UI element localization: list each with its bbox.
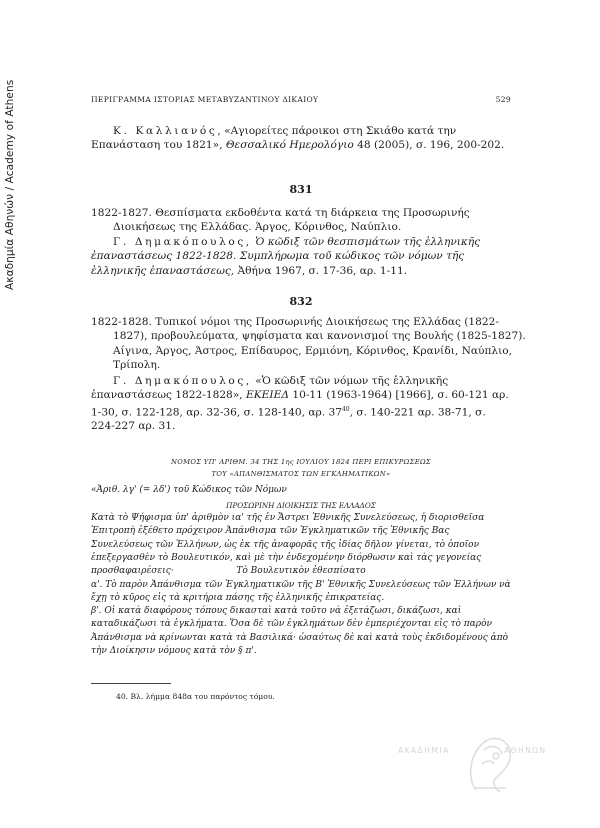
page-number: 529 (495, 95, 511, 104)
law-heading-line-2: ΤΟΥ «ΑΠΑΝΘΙΣΜΑΤΟΣ ΤΩΝ ΕΓΚΛΗΜΑΤΙΚΩΝ» (211, 470, 391, 478)
footnote: 40. Βλ. λήμμα 848α του παρόντος τόμου. (116, 692, 275, 701)
law-heading (91, 456, 511, 480)
entry-831-ref-details: Ἀθήνα 1967, σ. 17-36, αρ. 1-11. (234, 264, 408, 277)
running-title: ΠΕΡΙΓΡΑΜΜΑ ΙΣΤΟΡΙΑΣ ΜΕΤΑΒΥΖΑΝΤΙΝΟΥ ΔΙΚΑΙΟΥ (91, 95, 319, 104)
code-reference: «Ἀριθ. λγ' (= λδ') τοῦ Κώδικος τῶν Νόμων (91, 485, 287, 495)
article-b: β'. Οἱ κατὰ διαφόρους τόπους δικασταὶ κατὰ τοῦτο νὰ ἐξετάζωσι, δικάζωσι, καὶ καταδικάζωσι τὰ ἐγκλήματα. Ὅσα δὲ τῶν ἐγκλημάτων δὲν ἐμπεριέχονται εἰς τὸ παρὸν Ἀπάνθισμα νὰ κρίνωνται κατὰ τὰ Βασιλικά· ὡσαύτως δὲ καὶ κατὰ τοὺς ἐκδιδομένους ἀπὸ τὴν Διοίκησιν νόμους κατὰ τὸν § π'. (91, 606, 509, 656)
intro-journal: Θεσσαλικό Ημερολόγιο (225, 139, 354, 152)
entry-number-832: 832 (289, 295, 313, 308)
entry-832-ref-title: «Ὁ κῶδιξ τῶν νόμων τῆς ἑλληνικῆς ἐπαναστάσεως 1822-1828», (91, 375, 449, 402)
intro-details: 48 (2005), σ. 196, 200-202. (353, 139, 505, 152)
footnote-marker: 40 (341, 405, 350, 413)
entry-832-ref-author: Γ. Δημακόπουλος, (113, 375, 252, 387)
authority-line: ΠΡΟΣΩΡΙΝΗ ΔΙΟΙΚΗΣΙΣ ΤΗΣ ΕΛΛΑΔΟΣ (226, 501, 376, 510)
entry-831-ref-title: Ὁ κῶδιξ τῶν θεσπισμάτων τῆς ἑλληνικῆς ἐπαναστάσεως 1822-1828. Συμπλήρωμα τοῦ κώδικος τῶν νόμων τῆς ἑλληνικῆς ἐπαναστάσεως, (91, 236, 481, 277)
intro-reference (91, 124, 511, 153)
intro-title: , «Αγιορείτες πάροικοι στη Σκιάθο κατά την Επανάσταση του 1821», (91, 125, 457, 152)
logo-text-right: ΑΘΗΝΩΝ (504, 746, 547, 755)
article-a: α'. Τὸ παρὸν Ἀπάνθισμα τῶν Ἐγκληματικῶν τῆς Β' Ἐθνικῆς Συνελεύσεως τῶν Ἑλλήνων νὰ ἔχῃ τὸ κῦρος εἰς τὰ κριτήρια πάσης τῆς ἑλληνικῆς ἐπικρατείας. (91, 580, 511, 604)
intro-author: Κ. Καλλιανός (113, 125, 218, 137)
entry-831-ref-author: Γ. Δημακόπουλος, (113, 236, 252, 248)
entry-832-description: 1822-1828. Τυπικοί νόμοι της Προσωρινής Διοικήσεως της Ελλάδας (1822-1827), προβουλεύματα, ψηφίσματα και κανονισμοί της Βουλής (1825-1827). Αίγινα, Άργος, Άστρος, Επίδαυρος, Ερμιόνη, Κόρινθος, Κρανίδι, Ναύπλιο, Τρίπολη. (91, 316, 526, 371)
decree-line: Τὸ Βουλευτικὸν ἐθεσπίσατο (236, 566, 366, 576)
running-header (91, 95, 511, 104)
entry-831-description: 1822-1827. Θεσπίσματα εκδοθέντα κατά τη διάρκεια της Προσωρινής Διοικήσεως της Ελλάδας. Άργος, Κόρινθος, Ναύπλιο. (91, 207, 470, 234)
entry-832-ref-details-a: 10-11 (1963-1964) [1966], σ. 60-121 αρ. 1-30, σ. 122-128, αρ. 32-36, σ. 128-140, αρ. 37 (91, 389, 509, 419)
entry-832-ref-details-b: , σ. 140-221 αρ. 38-71, σ. 224-227 αρ. 31. (91, 406, 486, 433)
logo-text-left: ΑΚΑΔΗΜΙΑ (398, 746, 450, 755)
entry-832-ref-journal: ΕΚΕΙΕΔ (246, 389, 289, 402)
sidebar-watermark: Ακαδημία Αθηνών / Academy of Athens (4, 79, 16, 290)
entry-832-reference (91, 374, 511, 434)
law-heading-line-1: ΝΟΜΟΣ ΥΠ' ΑΡΙΘΜ. 34 ΤΗΣ 1ης ΙΟΥΛΙΟΥ 1824 ΠΕΡΙ ΕΠΙΚΥΡΩΣΕΩΣ (170, 458, 432, 466)
entry-831-reference (91, 235, 511, 278)
entry-number-831: 831 (289, 183, 313, 196)
academy-logo-watermark (446, 728, 536, 798)
footnote-divider (91, 683, 171, 684)
law-preamble: Κατὰ τὸ Ψήφισμα ὑπ' ἀριθμὸν ια' τῆς ἐν Ἄστρει Ἐθνικῆς Συνελεύσεως, ἡ διορισθεῖσα Ἐπιτροπὴ ἐξέθετο πρόχειρον Ἀπάνθισμα τῶν Ἐγκληματικῶν τῆς Ἐθνικῆς Βας Συνελεύσεως τῶν Ἑλλήνων, ὡς ἐκ τῆς ἀναφορᾶς τῆς ἰδίας δῆλον γίνεται, τὸ ὁποῖον ἐπεξεργασθὲν τὸ Βουλευτικόν, καὶ μὲ τὴν ἐνδεχομένην διόρθωσιν καὶ τὰς γεγονείας προσθαφαιρέσεις· (91, 513, 485, 577)
